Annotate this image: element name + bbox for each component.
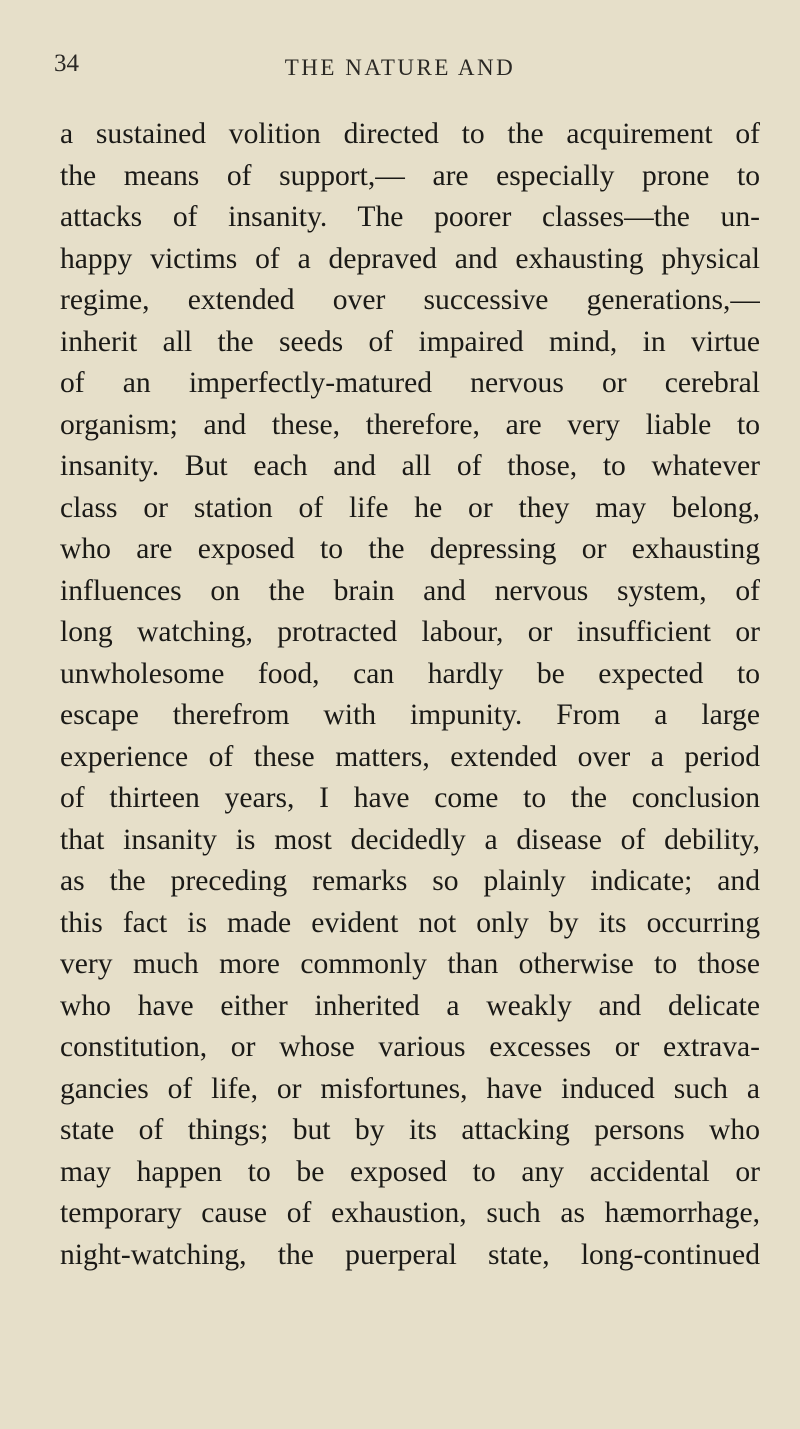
text-line: of thirteen years, I have come to the conclusion [60,782,760,814]
text-line: may happen to be exposed to any accidental or [60,1155,760,1188]
text-line: insanity. But each and all of those, to whatever [60,450,760,482]
text-line: class or station of life he or they may belong, [60,491,760,524]
text-line: happy victims of a depraved and exhausting physical [60,242,760,275]
text-line: unwholesome food, can hardly be expected to [60,657,760,690]
running-head: THE NATURE AND [284,55,516,80]
text-line: escape therefrom with impunity. From a large [60,699,760,731]
text-line: inherit all the seeds of impaired mind, in virtue [60,325,760,358]
text-line: that insanity is most decidedly a disease of debility, [60,823,760,856]
text-line: a sustained volition directed to the acquirement of [60,118,760,150]
body-text [60,114,760,1276]
text-line: attacks of insanity. The poorer classes—the un- [60,201,760,233]
text-line: very much more commonly than otherwise to those [60,948,760,980]
text-line: influences on the brain and nervous system, of [60,574,760,607]
text-line: constitution, or whose various excesses or extrava- [60,1031,760,1063]
text-line: as the preceding remarks so plainly indicate; and [60,865,760,897]
text-line: experience of these matters, extended over a period [60,740,760,773]
text-line: regime, extended over successive generations,— [60,284,760,316]
text-line: state of things; but by its attacking persons who [60,1114,760,1146]
text-line: who have either inherited a weakly and delicate [60,989,760,1022]
text-line: who are exposed to the depressing or exhausting [60,533,760,565]
text-line: long watching, protracted labour, or insufficient or [60,616,760,648]
text-line: gancies of life, or misfortunes, have induced such a [60,1072,760,1105]
text-line: organism; and these, therefore, are very liable to [60,408,760,441]
text-line: the means of support,— are especially prone to [60,159,760,192]
text-line: night-watching, the puerperal state, long-continued [60,1238,760,1271]
text-line: of an imperfectly-matured nervous or cerebral [60,367,760,399]
text-line: this fact is made evident not only by its occurring [60,906,760,939]
text-line: temporary cause of exhaustion, such as hæmorrhage, [60,1197,760,1229]
page-number: 34 [54,50,79,77]
